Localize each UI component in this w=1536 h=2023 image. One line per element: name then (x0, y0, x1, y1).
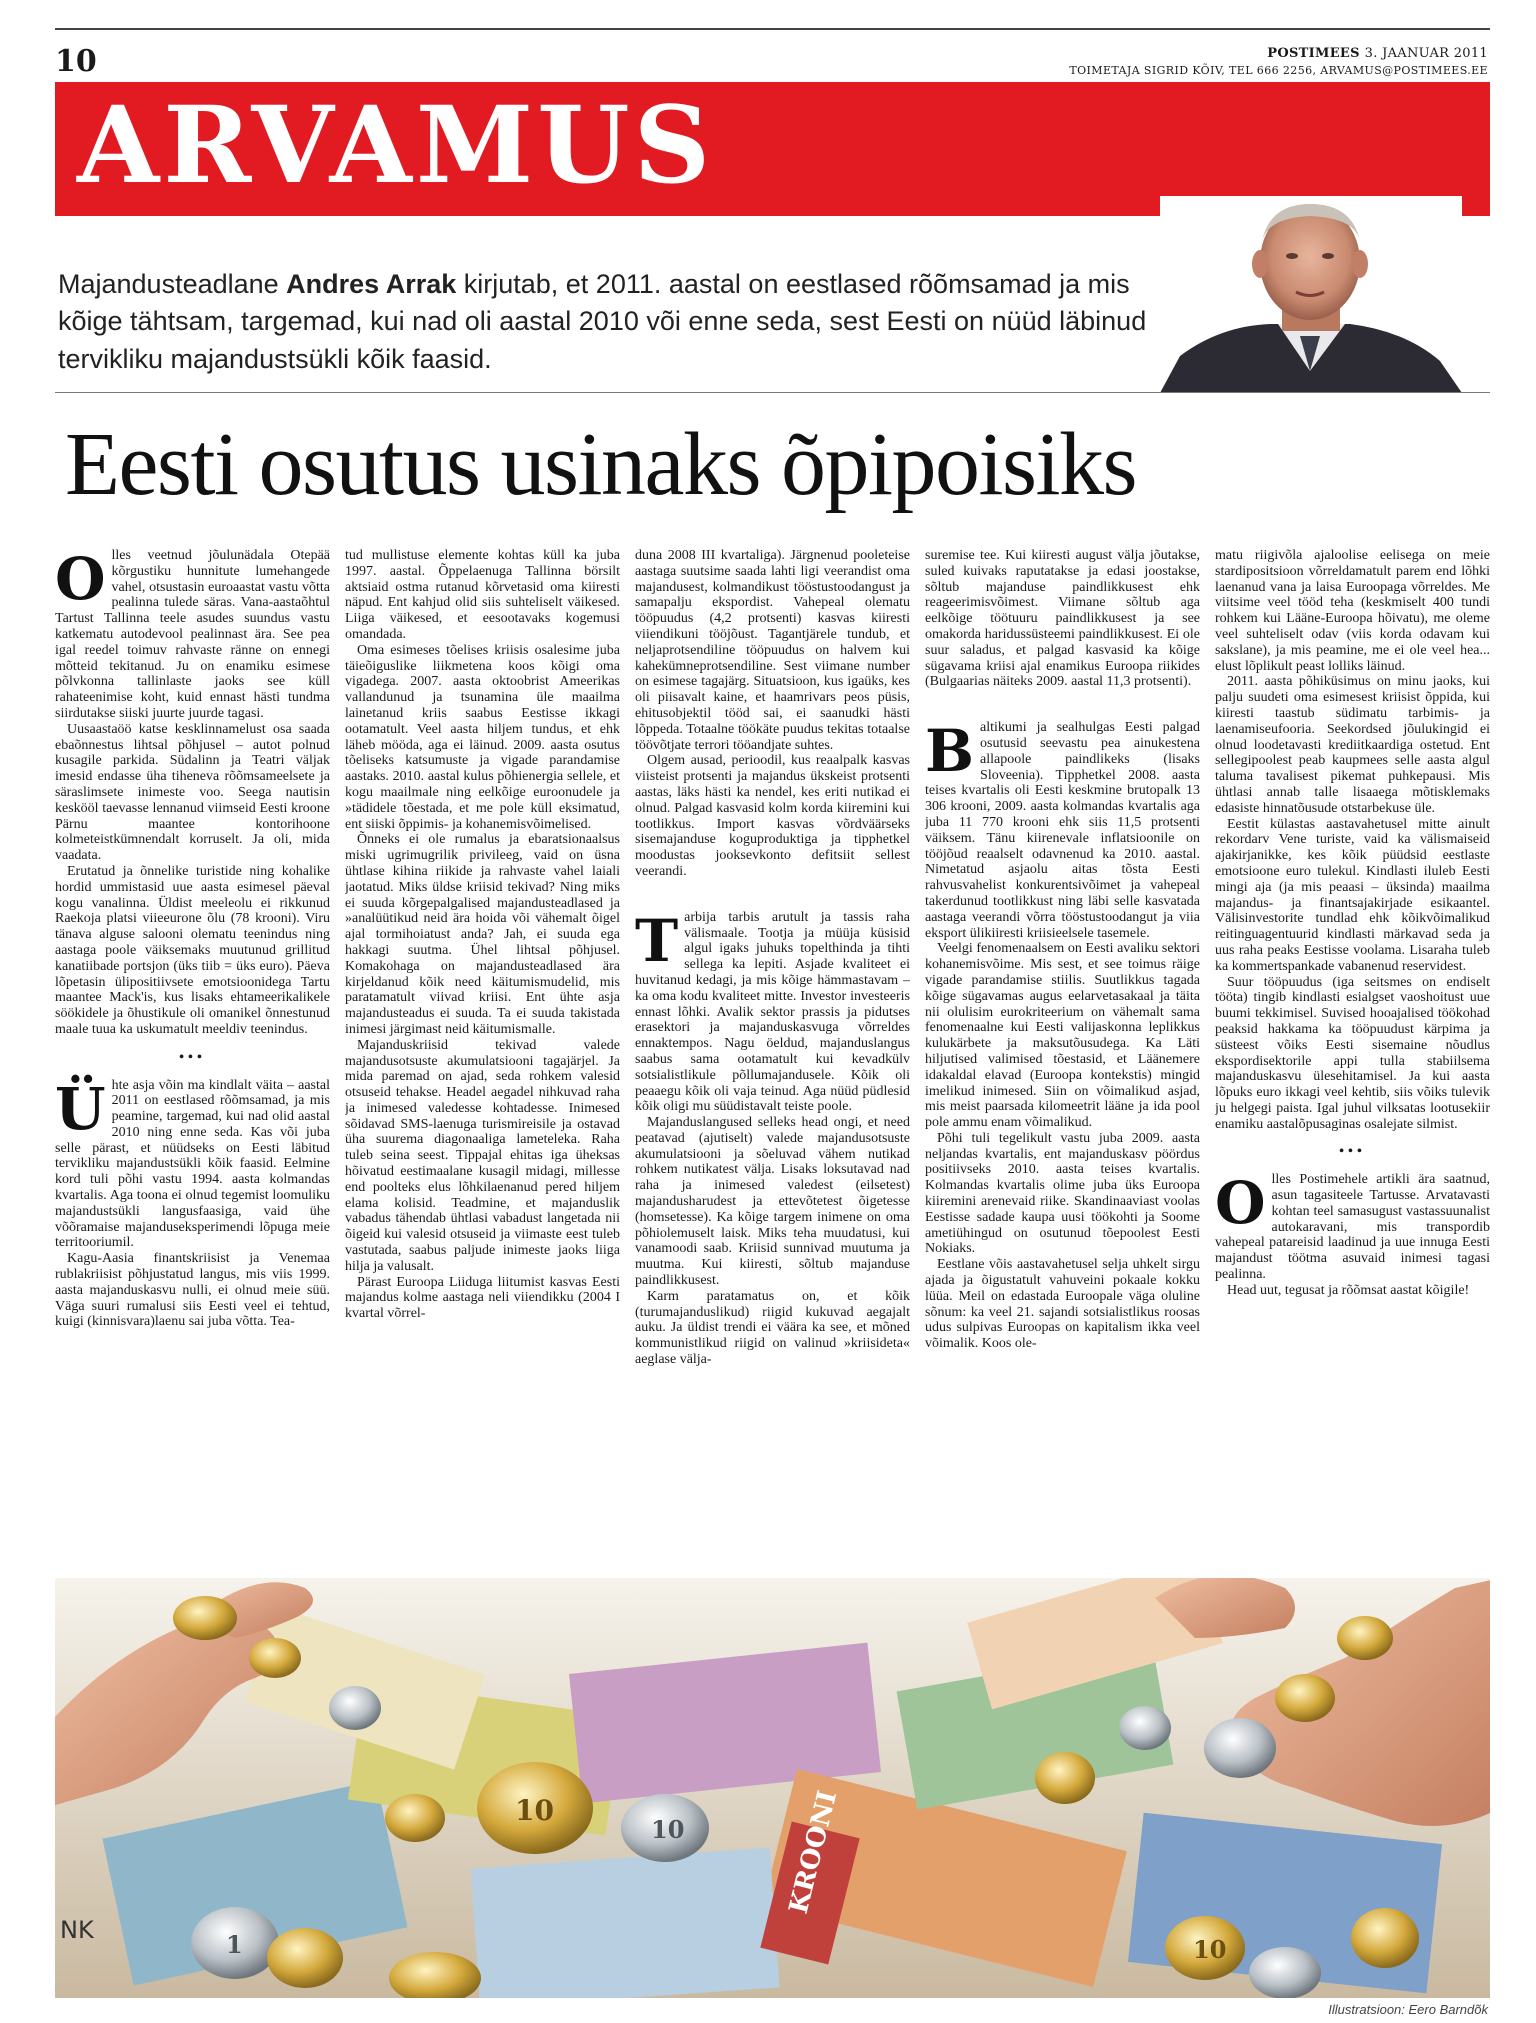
paragraph-text: hte asja võin ma kindlalt väita – aastal 2011 on eestlased rõõmsamad, ja mis peamine, targemad, kui nad olid aastal 2010 ning enne seda. Kas või juba selle pärast, et nüüdseks on Eesti läbitud tervikliku majandustsükli kõik faasid. Eelmine kord tuli põhi vastu 1994. aasta kolmandas kvartalis. Aga toona ei olnud tegemist loomuliku majandustsükli langusfaasiga, vaid ühe võõramaise majanduseksperimendi lõpuga meie territooriumil. (55, 1077, 330, 1251)
body-paragraph (1215, 1169, 1490, 1283)
lede-rest: kirjutab, et 2011. aastal on eestlased rõõmsamad ja mis kõige tähtsam, targemad, kui nad oli aastal 2010 või enne seda, sest Eesti on nüüd läbinud tervikliku majandustsükli kõik faasid. (58, 269, 1147, 374)
paragraph-text: Olgem ausad, perioodil, kus reaalpalk kasvas viisteist protsenti ja majandus ükskeist protsenti aastas, läks hästi ka nendel, kes eriti nutikad ei olnud. Palgad kasvasid kolm korda kiiremini kui tootlikkus. Import kasvas võrdväärseks sisemajanduse koguproduktiga ja tipphetkel moodustas jooksevkonto defitsiit sellest veerandi. (635, 753, 910, 879)
drop-cap: O (1215, 1169, 1266, 1238)
body-paragraph (55, 548, 330, 722)
paragraph-text: Veelgi fenomenaalsem on Eesti avaliku sektori kohanemisvõime. Mis sest, et see toimus räige vigade parandamise stiilis. Suutlikkus tagada kõige sügavamas augus eelarvetasakaal ja täita nii olulisim eurokriteerium on vähemalt sama fenomenaalne kui Eesti valijaskonna leplikkus kulukärbete ja maksutõusudega. Ka Läti hiljutised valimised tõestasid, et Läänemere idakaldal elavad (Euroopa kontekstis) mingid imelikud inimesed. Siin on võimalikud asjad, mis meist paarsada kilomeetrit lääne ja ida pool pole ammu enam võimalikud. (925, 941, 1200, 1131)
body-paragraph (635, 548, 910, 753)
lede-divider (55, 392, 1490, 393)
body-paragraph (925, 1131, 1200, 1257)
illustration-credit: Illustratsioon: Eero Barndõk (1328, 2002, 1488, 2017)
editor-contact: TOIMETAJA SIGRID KÕIV, TEL 666 2256, ARVAMUS@POSTIMEES.EE (1069, 64, 1488, 77)
paragraph-text: Eestit külastas aastavahetusel mitte ainult rekordarv Vene turiste, vaid ka välismaiseid ajakirjanikke, kes kõik püüdsid eestlaste emotsioone euro tulekul. Kindlasti iluleb Eesti mingi aja (ja mis peaasi – üksinda) maailma majandus- ja finantsajakirjade esikaantel. Välisinvestorite tundlad ehk kõikvõimalikud reitinguagentuurid kindlasti märkavad seda ja uus raha peaks Eestisse voolama. Lisaraha tuleb ka kommertspankade vabanenud reservidest. (1215, 816, 1490, 974)
body-column-1 (55, 548, 330, 1560)
paragraph-text: matu riigivõla ajaloolise eelisega on meie stardipositsioon võrreldamatult parem end lõhki laenanud vana ja laisa Euroopaga võrreldes. Me viitsime veel tööd teha (keskmiselt 400 tundi rohkem kui Lääne-Euroopa hõivatu), me oleme veel suhteliselt odav (viis korda odavam kui sakslane), ja mis peamine, me ei ole veel hea... elust lõplikult peast lolliks läinud. (1215, 548, 1490, 674)
paragraph-text: suremise tee. Kui kiiresti august välja jõutakse, suled kuivaks raputatakse ja edasi joostakse, sõltub majanduse paindlikkusest ehk reageerimisvõimest. Viimane sõltub aga eelkõige töötuuru paindlikkusest ja see omakorda haridussüsteemi paindlikkusest. Ei ole suur saladus, et palgad kasvasid ka kõige sügavama kriisi ajal enamikus Euroopa riikides (Bulgaarias näiteks 2009. aastal 11,3 protsenti). (925, 548, 1200, 690)
body-column-2 (345, 548, 620, 1560)
author-name: Andres Arrak (286, 269, 457, 299)
paper-name: POSTIMEES (1267, 46, 1360, 61)
top-rule (55, 28, 1490, 30)
paragraph-text: duna 2008 III kvartaliga). Järgnenud pooleteise aastaga suutsime saada lahti ligi veerandist oma majandusest, kolmandikust tööstustoodangust ja samapalju ekspordist. Vahepeal olematu tööpuudus (4,2 protsenti) kasvas kiiresti viiendikuni tööjõust. Tagantjärele tundub, et neljaprotsendiline tööpuudus on halvem kui kahekümneprotsendiline. Sest viimane number on esimese tagajärg. Situatsioon, kus igaüks, kes oli piisavalt kaine, et haamrivars peos püsis, ehitusobjektil tööd sai, ei saanudki hästi lõppeda. Totaalne töökäte puudus tekitas totaalse töövõtjate terrori tööandjate suhtes. (635, 548, 910, 753)
money-illustration (55, 1578, 1490, 1998)
paragraph-text: arbija tarbis arutult ja tassis raha välismaale. Tootja ja müüja küsisid algul igaks juhuks topelthinda ja tihti sellega ka lepiti. Asjade kvaliteet ei huvitanud kedagi, ja mis kõige hämmastavam – ka oma kodu kvaliteet mitte. Investor investeeris ennast lõhki. Avalik sektor prassis ja pidutses erasektori ja majanduskasvuga võrreldes ennaktempos. Nagu öeldud, majanduslangus saabus sama ootamatult kui kevadkülv sotsialistlikule põllumajandusele. Kõik oli peaaegu kõik oli vaja teinud. Aga nüüd püdlesid kõik oligi mu süüdistavalt teiste poole. (635, 909, 910, 1115)
paragraph-text: Pärast Euroopa Liiduga liitumist kasvas Eesti majandus kolme aastaga neli viiendikku (2004 I kvartal võrrel- (345, 1274, 620, 1322)
coin-label: 1 (226, 1930, 243, 1959)
drop-cap: Ü (55, 1074, 106, 1143)
paragraph-gap (925, 690, 1200, 720)
paragraph-text: Karm paratamatus on, et kõik (turumajanduslikud) riigid kukuvad aegajalt auku. Ja üldist trendi ei väära ka see, et mõned kommunistlikud riigid on valinud »kriisideta« aeglase välja- (635, 1288, 910, 1368)
body-paragraph (345, 548, 620, 643)
body-column-3 (635, 548, 910, 1560)
article-body (55, 548, 1490, 1560)
paragraph-text: Kagu-Aasia finantskriisist ja Venemaa rublakriisist põhjustatud langus, mis viis 1999. aasta majanduskasvu nulli, ei olnud meie süü. Väga suuri rumalusi siis Eesti veel ei tehtud, kuigi (kinnisvara)laenu sai juba võtta. Tea- (55, 1251, 330, 1330)
illustration-image (55, 1578, 1490, 1998)
paragraph-text: Oma esimeses tõelises kriisis osalesime juba täieõiguslike liikmetena koos kõigi oma vigadega. 2007. aasta oktoobrist Ameerikas vallandunud ja tsunamina üle maailma lainetanud kriis saabus Eestisse ikkagi ootamatult. Veel aasta hiljem tundus, et ehk läheb mööda, aga ei läinud. 2009. aasta osutus tõeliseks katsumuste ja vigade parandamise aastaks. 2010. aastal kulus põhienergia sellele, et kogu maailmale ning eelkõige euroonudele ja »tädidele tõestada, et me pole küll eksimatud, ent siiski õppimis- ja kohanemisvõimelised. (345, 642, 620, 832)
body-paragraph (635, 906, 910, 1115)
paragraph-text: Õnneks ei ole rumalus ja ebaratsionaalsus miski ugrimugrilik privileeg, vaid on üsna ühtlase kihina riikide ja rahvaste vahel laiali jaotatud. Miks üldse kriisid tekivad? Ning miks ei suuda kõrgepalgalised majandusteadlased ja »analüütikud neid ära hoida või vähemalt õigel ajal tormihoiatust anda? Jah, ei suuda ega hakkagi suutma. Ühel lihtsal põhjusel. Komakohaga on majandusteadlased ära kirjeldanud kõik need käitumismudelid, mis paratamatult viivad kriisi. Ent ühte asja majandusteadus ei suuda. Ta ei suuda takistada inimesi järgimast neid käitumismalle. (345, 832, 620, 1037)
paragraph-text: tud mullistuse elemente kohtas küll ka juba 1997. aastal. Õppelaenuga Tallinna börsilt aktsiaid ostma rutanud kõrvetasid oma kiiresti näpud. Ent kahjud olid siis suhteliselt väikesed. Liiga väikesed, et eesootavaks kogemusi omandada. (345, 548, 620, 642)
body-paragraph (1215, 1283, 1490, 1299)
section-separator: ••• (1339, 1144, 1366, 1160)
body-paragraph (345, 1275, 620, 1322)
coin-label: 10 (1193, 1935, 1227, 1964)
paragraph-gap (635, 880, 910, 910)
drop-cap: B (925, 717, 975, 786)
body-paragraph (925, 717, 1200, 941)
paragraph-text: Uusaastaöö katse kesklinnamelust osa saada ebaõnnestus lihtsal põhjusel – autot polnud kusagile parkida. Südalinn ja Teatri väljak imesid endasse üha tiheneva rõõmsameelsete ja säraslimsete inimeste voo. Seega nautisin keskööl taevasse lennanud viimseid Eesti kroone Pärnu maantee kontorihoone kolmeteistkümnendalt korruselt. Ja oli, mida vaadata. (55, 721, 330, 864)
body-paragraph (55, 722, 330, 864)
section-separator: ••• (179, 1049, 206, 1065)
coin-label: 10 (515, 1794, 554, 1827)
body-paragraph (1215, 674, 1490, 816)
body-paragraph (925, 1257, 1200, 1352)
body-paragraph (345, 1038, 620, 1275)
article-headline: Eesti osutus usinaks õpipoisiks (65, 415, 1137, 514)
paragraph-text: Suur tööpuudus (iga seitsmes on endiselt tööta) tingib kindlasti esialgset vaoshoitust uue buumi tekkimisel. Suvised hooajalised töökohad peaksid hakkama ka tööpuudust kärpima ja süsteest võiks Eesti sisemaine nõudlus ekspordisektorile appi tulla stabiilsema majanduskasvu ülesehitamisel. Ja kui aasta lõpuks euro ikkagi veel kehtib, siis võiks tulevik ju helgegi paista. Igal juhul vilksatas lootusekiir enamiku aastalõpusaginas osalejate silmist. (1215, 974, 1490, 1132)
body-paragraph (55, 1251, 330, 1330)
body-paragraph (1215, 548, 1490, 674)
drop-cap: T (635, 906, 679, 975)
paragraph-text: 2011. aasta põhiküsimus on minu jaoks, kui palju suudeti oma esimesest kriisist õppida, kui kiiresti taastub südimatu tarbimis- ja laenamiseufooria. Seekordsed jõulukingid ei olnud loodetavasti krediitkaardiga ostetud. Ent sellegipoolest peab kaupmees selle aasta algul taluma tavalisest pikemat puhkepausi. Mis ühtlasi annab talle lisaaega mõtisklemaks edasiste hinnatõusude otstarbekuse üle. (1215, 674, 1490, 816)
body-paragraph (345, 643, 620, 833)
issue-date: 3. JAANUAR 2011 (1364, 46, 1488, 61)
body-paragraph (635, 1289, 910, 1368)
body-paragraph (1215, 817, 1490, 975)
section-title: ARVAMUS (77, 82, 715, 207)
masthead-line (1267, 46, 1488, 61)
author-portrait-image (1160, 196, 1462, 393)
lede-intro: Majandusteadlane (58, 269, 287, 299)
note-label: KROONI (783, 1787, 844, 1917)
author-portrait (1160, 196, 1462, 393)
paragraph-text: Eestlane võis aastavahetusel selja uhkelt sirgu ajada ja õigustatult vahuveini pokaale kokku lüüa. Meil on edastada Euroopale väga oluline sõnum: ka veel 21. sajandi sotsialistlikus roosas udus sulpivas Euroopas on kapitalism ikka veel võimalik. Koos ole- (925, 1257, 1200, 1352)
drop-cap: O (55, 548, 106, 613)
paragraph-text: Majanduslangused selleks head ongi, et need peatavad (ajutiselt) valede majandusotsuste akumulatsiooni ja sõeluvad vähem nutikad rohkem nutikatest välja. Lisaks loksutavad nad raha ja inimesed valedest (eilsetest) majandusharudest ja ettevõtetest õigetesse (homsetesse). Ka kõige targem inimene on oma põhiolemuselt laisk. Miks teha muudatusi, kui vanamoodi saab. Kriisid sunnivad muutuma ja muutma. Kui kiiresti, sõltub majanduse paindlikkusest. (635, 1115, 910, 1289)
paragraph-text: Põhi tuli tegelikult vastu juba 2009. aasta neljandas kvartalis, ent majanduskasv pöördus positiivseks 2010. aasta teises kvartalis. Kolmandas kvartalis olime juba üks Euroopa kiiremini arenevaid riike. Skandinaaviast voolas Eestisse sadade kaupa uusi töökohti ja Soome ametiühingud on osutunud tõepoolest Eesti Nokiaks. (925, 1130, 1200, 1257)
body-paragraph (55, 1074, 330, 1252)
paragraph-text: Majanduskriisid tekivad valede majandusotsuste akumulatsiooni tagajärjel. Ja mida paremad on ajad, seda rohkem valesid otsuseid tehakse. Headel aegadel nihkuvad raha ja inimesed valedesse kohtadesse. Inimesed sõidavad SMS-laenuga turismireisile ja ostavad üha suurema diagonaaliga lameteleka. Raha tuleb seina seest. Tippajal ehitas iga üheksas hõivatud eestimaalane kusagil midagi, millesse end poolteks elus lõhkilaenanud pered hiljem elama kolisid. Teadmine, et majanduslik vabadus tähendab ühtlasi vabadust langetada nii õigeid kui valesid otsuseid ja viimaste eest tuleb vastutada, saabus paljude inimeste jaoks liiga hilja ja valusalt. (345, 1037, 620, 1274)
note-corner-label: NK (60, 1916, 94, 1944)
body-paragraph (925, 941, 1200, 1131)
body-paragraph (1215, 975, 1490, 1133)
paragraph-text: lles Postimehele artikli ära saatnud, asun tagasiteele Tartusse. Arvatavasti kohtan teel samasugust vastassuunalist autokaravani, mis transpordib vahepeal patareisid laadinud ja uue innuga Eesti majandust töötma asuvaid inimesi tagasi pealinna. (1215, 1172, 1490, 1283)
paragraph-text: altikumi ja sealhulgas Eesti palgad osutusid seevastu pea ainukestena allapoole paindlikeks (lisaks Sloveenia). Tipphetkel 2008. aasta teises kvartalis oli Eesti keskmine brutopalk 13 306 krooni, 2009. aasta kolmandas kvartalis aga juba 11 770 krooni ehk siis 11,5 protsenti väiksem. Tänu kiirenevale inflatsioonile on tööjõud reaalselt odavnenud ka 2010. aastal. Nimetatud asjaolu aitas tõsta Eesti rahvusvahelist konkurentsivõimet ja vahepeal takerdunud tootlikkust ning läbi selle kasvatada aastaga veerandi võrra tööstustoodangut ja viia eksport ülikiiresti kriisieelsele tasemele. (925, 720, 1200, 941)
paragraph-text: Head uut, tegusat ja rõõmsat aastat kõigile! (1227, 1282, 1470, 1298)
paragraph-text: Erutatud ja õnnelike turistide ning kohalike hordid ummistasid uue aasta esimesel päeval kogu vanalinna. Üldist meeleolu ei rikkunud Raekoja platsi viieeurone õlu (78 krooni). Viru tänava alguse salooni olematu teenindus ning aastaga poole väiksemaks muutunud grillitud kanatiibade portsjon (üks tiib = üks euro). Päeva lõpetasin ülipositiivsete emotsioonidega Tartu maantee Mack'is, kus lisaks ehtameerikalikele söökidele ja õhustikule oli omanikel õnnestunud maale tuua ka uskumatult meeldiv teenindus. (55, 863, 330, 1037)
body-column-5 (1215, 548, 1490, 1560)
body-paragraph (635, 753, 910, 879)
body-paragraph (345, 832, 620, 1037)
body-paragraph (925, 548, 1200, 690)
paragraph-text: lles veetnud jõulunädala Otepää kõrgustiku hunnitute lumehangede vahel, otsustasin euroaastat vastu võtta pealinna tulede säras. Vana-aastaõhtul Tartust Tallinna teele asudes suundus vastu katkematu autodevool pealinnast ära. See pea igal reedel toimuv rahvaste ränne on ennegi mõtteid tekitanud. Ju on enamiku esimese põlvkonna tallinlaste jaoks see küll rahateenimise koht, kuid ennast hästi tundma siirdutakse siiski juurte juurde tagasi. (55, 548, 330, 721)
article-lede (58, 266, 1158, 378)
body-paragraph (635, 1115, 910, 1289)
body-column-4 (925, 548, 1200, 1560)
body-paragraph (55, 864, 330, 1038)
page-number: 10 (55, 44, 97, 79)
coin-label: 10 (651, 1815, 685, 1844)
